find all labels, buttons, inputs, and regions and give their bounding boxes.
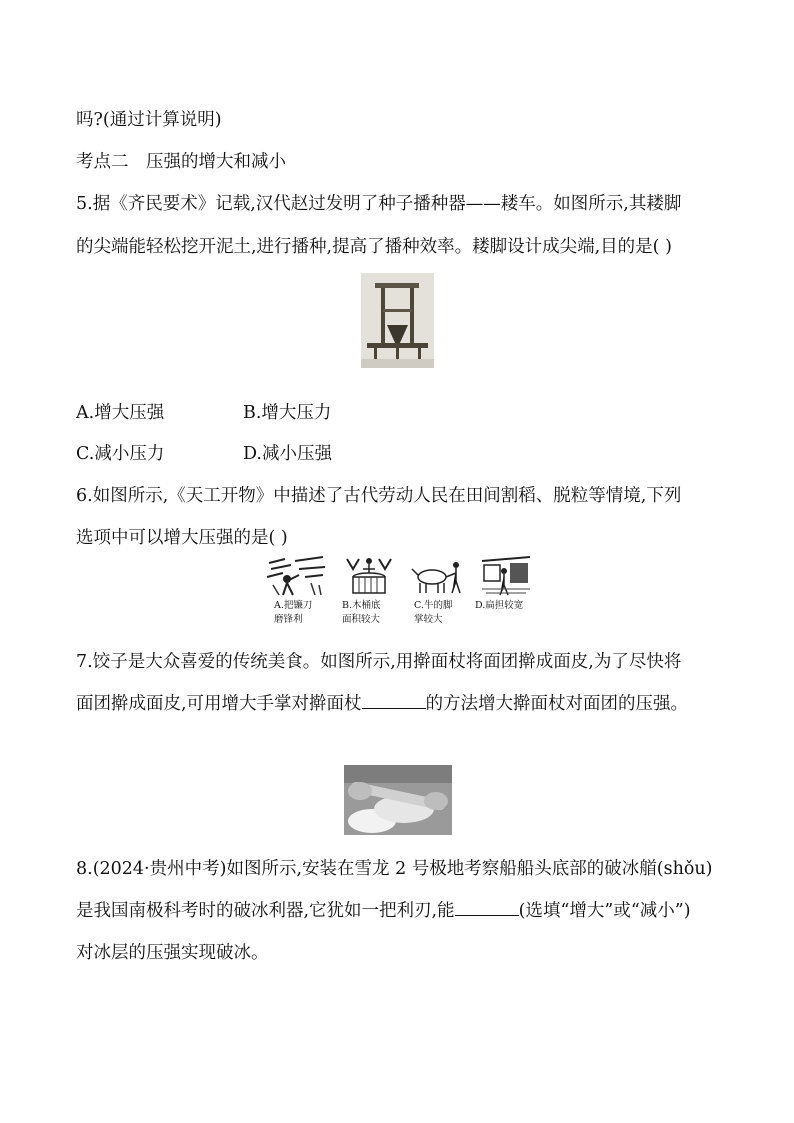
- question-7-stem: 7.饺子是大众喜爱的传统美食。如图所示,用擀面杖将面团擀成面皮,为了尽快将: [76, 652, 682, 672]
- ox-image: [410, 555, 468, 597]
- text-line: 吗?(通过计算说明): [76, 110, 222, 130]
- q8-answer-blank[interactable]: [455, 901, 519, 916]
- q6-caption-d-line1: D.扁担较宽: [475, 600, 524, 611]
- section-heading: 考点二 压强的增大和减小: [76, 152, 286, 172]
- q5-option-c: C.减小压力: [76, 444, 165, 464]
- seed-drill-image: [361, 273, 434, 368]
- wooden-bucket-image: [343, 555, 395, 597]
- q6-caption-c: [414, 599, 472, 627]
- question-5-stem: 5.据《齐民要术》记载,汉代赵过发明了种子播种器——耧车。如图所示,其耧脚: [76, 194, 682, 214]
- q6-caption-a-line2: 磨锋利: [274, 614, 303, 625]
- q6-caption-a-line1: A.把镰刀: [274, 600, 313, 611]
- question-8-stem-end: 对冰层的压强实现破冰。: [76, 943, 269, 963]
- question-5-stem-cont: 的尖端能轻松挖开泥土,进行播种,提高了播种效率。耧脚设计成尖端,目的是( ): [76, 237, 672, 257]
- q8-text-before-blank: 是我国南极科考时的破冰利器,它犹如一把利刃,能: [76, 901, 455, 921]
- shoulder-pole-image: [480, 555, 532, 597]
- q6-caption-c-line2: 掌较大: [414, 614, 443, 625]
- rolling-pin-image: [344, 765, 452, 835]
- q6-caption-a: [274, 599, 332, 627]
- q5-option-a: A.增大压强: [76, 403, 165, 423]
- q7-answer-blank[interactable]: [362, 694, 426, 709]
- question-8-stem: 8.(2024·贵州中考)如图所示,安装在雪龙 2 号极地考察船船头底部的破冰艏(shǒu): [76, 859, 713, 879]
- q6-caption-b: [342, 599, 400, 627]
- q6-caption-d: [475, 599, 533, 613]
- q7-text-before-blank: 面团擀成面皮,可用增大手掌对擀面杖: [76, 694, 362, 714]
- question-6-stem: 6.如图所示,《天工开物》中描述了古代劳动人民在田间割稻、脱粒等情境,下列: [76, 486, 682, 506]
- q5-option-d: D.减小压强: [243, 444, 332, 464]
- question-7-stem-cont: [76, 690, 688, 715]
- q6-caption-b-line2: 面积较大: [342, 614, 381, 625]
- q6-caption-c-line1: C.牛的脚: [414, 600, 453, 611]
- q8-text-after-blank: (选填“增大”或“减小”): [518, 901, 691, 921]
- q5-option-b: B.增大压力: [243, 403, 332, 423]
- sickle-image: [265, 555, 327, 597]
- q7-text-after-blank: 的方法增大擀面杖对面团的压强。: [425, 694, 689, 714]
- question-8-stem-cont: [76, 897, 691, 922]
- q6-caption-b-line1: B.木桶底: [342, 600, 381, 611]
- question-6-stem-cont: 选项中可以增大压强的是( ): [76, 528, 288, 548]
